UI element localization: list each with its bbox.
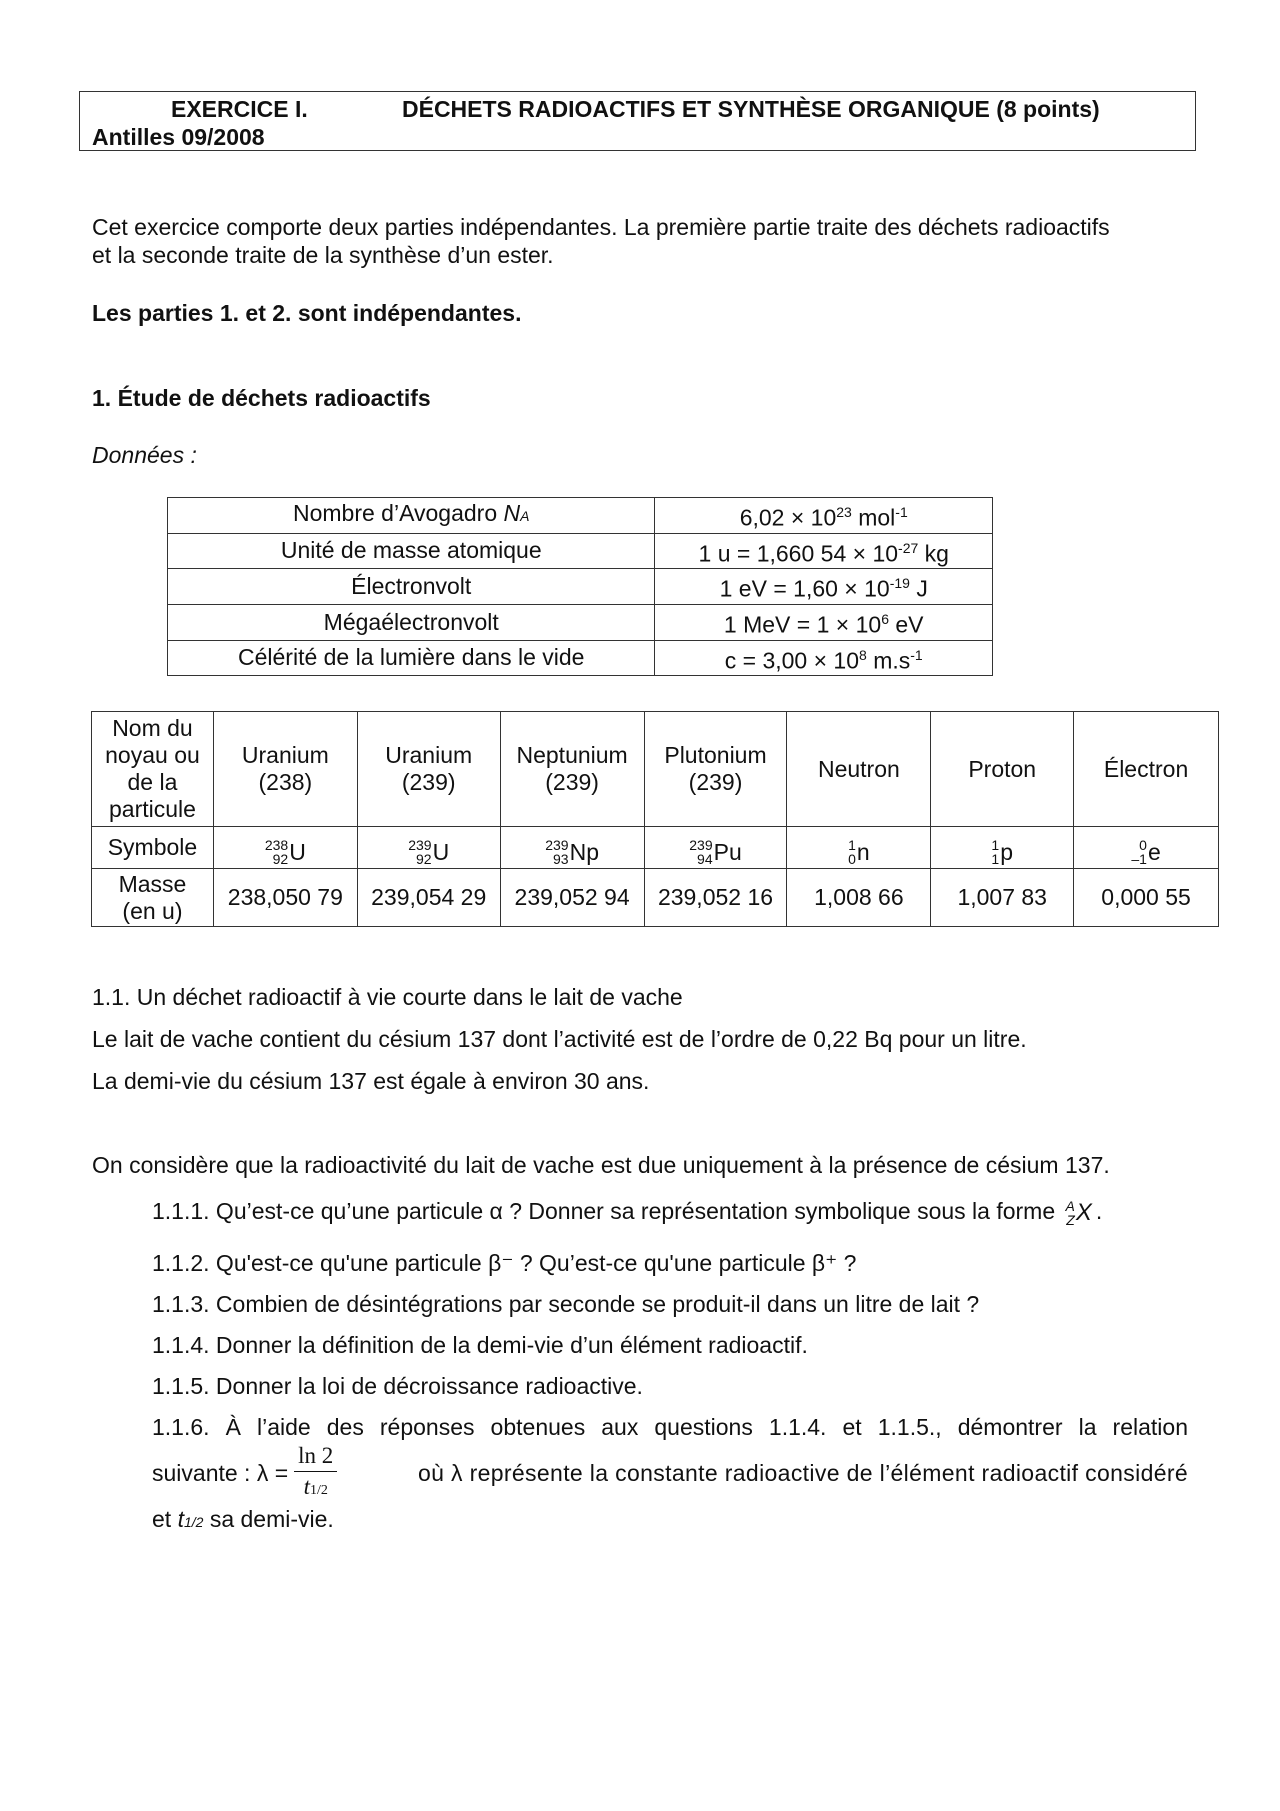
particle-name: Électron xyxy=(1074,712,1219,827)
constant-unit: mol xyxy=(851,504,896,531)
nucleus-symbol: 239 94 Pu xyxy=(644,827,787,869)
constant-symbol-sub: A xyxy=(520,508,530,525)
part-1-1-title: 1.1. Un déchet radioactif à vie courte dans le lait de vache xyxy=(92,984,683,1010)
particle-symbol: 0 –1 e xyxy=(1074,827,1219,869)
constant-exp: 6 xyxy=(881,610,889,627)
nuclei-table xyxy=(91,711,1219,927)
row-header-symbol: Symbole xyxy=(92,827,214,869)
constant-value: 1 u = 1,660 54 × 10 xyxy=(698,540,899,567)
question-1-1-6-last-line: et t1/2 sa demi-vie. xyxy=(152,1506,334,1532)
table-row xyxy=(168,640,993,676)
nucleus-mass: 239,054 29 xyxy=(357,869,500,927)
constant-exp: -19 xyxy=(889,575,910,592)
table-row xyxy=(168,604,993,640)
question-1-1-3: 1.1.3. Combien de désintégrations par seconde se produit-il dans un litre de lait ? xyxy=(152,1291,980,1317)
constant-value: 1 MeV = 1 × 10 xyxy=(723,611,882,638)
constant-unit-exp: -1 xyxy=(910,646,923,663)
exercise-number: EXERCICE I. xyxy=(171,96,308,122)
question-1-1-5: 1.1.5. Donner la loi de décroissance radioactive. xyxy=(152,1373,643,1399)
constant-name: Électronvolt xyxy=(168,569,655,605)
independence-note: Les parties 1. et 2. sont indépendantes. xyxy=(92,300,522,326)
particle-mass: 1,007 83 xyxy=(931,869,1074,927)
table-row xyxy=(168,498,993,534)
section-title: 1. Étude de déchets radioactifs xyxy=(92,385,431,411)
header-line: particule xyxy=(108,796,196,822)
nucleus-name: Neptunium (239) xyxy=(500,712,644,827)
constant-value: 1 eV = 1,60 × 10 xyxy=(719,575,890,602)
nucleus-symbol: 239 93 Np xyxy=(500,827,644,869)
donnees-label: Données : xyxy=(92,442,197,468)
header-line: Nom du xyxy=(112,715,193,741)
question-1-1-4: 1.1.4. Donner la définition de la demi-vie d’un élément radioactif. xyxy=(152,1332,808,1358)
particle-mass: 0,000 55 xyxy=(1074,869,1219,927)
intro-line-1: Cet exercice comporte deux parties indépendantes. La première partie traite des déchets radioactifs xyxy=(92,214,1110,240)
nucleus-name: Plutonium (239) xyxy=(644,712,787,827)
constants-table xyxy=(167,497,993,676)
table-row xyxy=(92,869,1219,927)
particle-mass: 1,008 66 xyxy=(787,869,931,927)
nucleus-mass: 239,052 16 xyxy=(644,869,787,927)
nucleus-mass: 238,050 79 xyxy=(213,869,357,927)
formula-explanation: où λ représente la constante radioactive de l’élément radioactif considéré xyxy=(418,1460,1188,1486)
header-line: noyau ou xyxy=(105,742,200,768)
particle-name: Proton xyxy=(931,712,1074,827)
exercise-source: Antilles 09/2008 xyxy=(92,124,265,150)
table-row xyxy=(168,533,993,569)
question-1-1-6-line-1: 1.1.6. À l’aide des réponses obtenues aux questions 1.1.4. et 1.1.5., démontrer la relation xyxy=(152,1414,1188,1440)
nucleus-mass: 239,052 94 xyxy=(500,869,644,927)
table-row xyxy=(168,569,993,605)
constant-exp: 8 xyxy=(859,646,867,663)
part-1-1-p3: On considère que la radioactivité du lait de vache est due uniquement à la présence de césium 137. xyxy=(92,1152,1110,1178)
part-1-1-p2: La demi-vie du césium 137 est égale à environ 30 ans. xyxy=(92,1068,650,1094)
nucleus-symbol: 239 92 U xyxy=(357,827,500,869)
nucleus-symbol: 238 92 U xyxy=(213,827,357,869)
header-line: de la xyxy=(127,769,178,795)
part-1-1-p1: Le lait de vache contient du césium 137 dont l’activité est de l’ordre de 0,22 Bq pour un litre. xyxy=(92,1026,1027,1052)
constant-unit: kg xyxy=(918,540,949,567)
constant-name: Célérité de la lumière dans le vide xyxy=(168,640,655,676)
constant-unit: m.s xyxy=(866,647,911,674)
row-header-name xyxy=(92,712,214,827)
constant-name: Unité de masse atomique xyxy=(168,533,655,569)
constant-exp: -27 xyxy=(898,539,919,556)
particle-symbol: 1 0 n xyxy=(787,827,931,869)
formula-prefix: suivante : λ = xyxy=(152,1460,289,1486)
constant-value: 6,02 × 10 xyxy=(739,504,837,531)
half-life-formula: $\frac{\ln 2}{t1/2}$ xyxy=(294,1441,337,1506)
table-row xyxy=(92,712,1219,827)
question-1-1-1: 1.1.1. Qu’est-ce qu’une particule α ? Donner sa représentation symbolique sous la forme A Z X . xyxy=(152,1197,1103,1228)
constant-unit: eV xyxy=(889,611,924,638)
constant-name: Nombre d’Avogadro xyxy=(292,500,498,527)
table-row xyxy=(92,827,1219,869)
particle-name: Neutron xyxy=(787,712,931,827)
nucleus-name: Uranium (239) xyxy=(357,712,500,827)
constant-name: Mégaélectronvolt xyxy=(168,604,655,640)
constant-unit: J xyxy=(909,575,928,602)
question-1-1-6-formula-line xyxy=(152,1441,1188,1506)
exercise-title: DÉCHETS RADIOACTIFS ET SYNTHÈSE ORGANIQUE (8 points) xyxy=(402,96,1100,122)
intro-line-2: et la seconde traite de la synthèse d’un ester. xyxy=(92,242,554,268)
constant-unit-exp: -1 xyxy=(895,504,908,520)
constant-exp: 23 xyxy=(836,504,852,520)
question-1-1-2: 1.1.2. Qu'est-ce qu'une particule β⁻ ? Qu’est-ce qu'une particule β⁺ ? xyxy=(152,1250,857,1276)
constant-symbol: N xyxy=(503,500,521,527)
row-header-mass: Masse (en u) xyxy=(92,869,214,927)
constant-value: c = 3,00 × 10 xyxy=(724,647,860,674)
nucleus-name: Uranium (238) xyxy=(213,712,357,827)
particle-symbol: 1 1 p xyxy=(931,827,1074,869)
